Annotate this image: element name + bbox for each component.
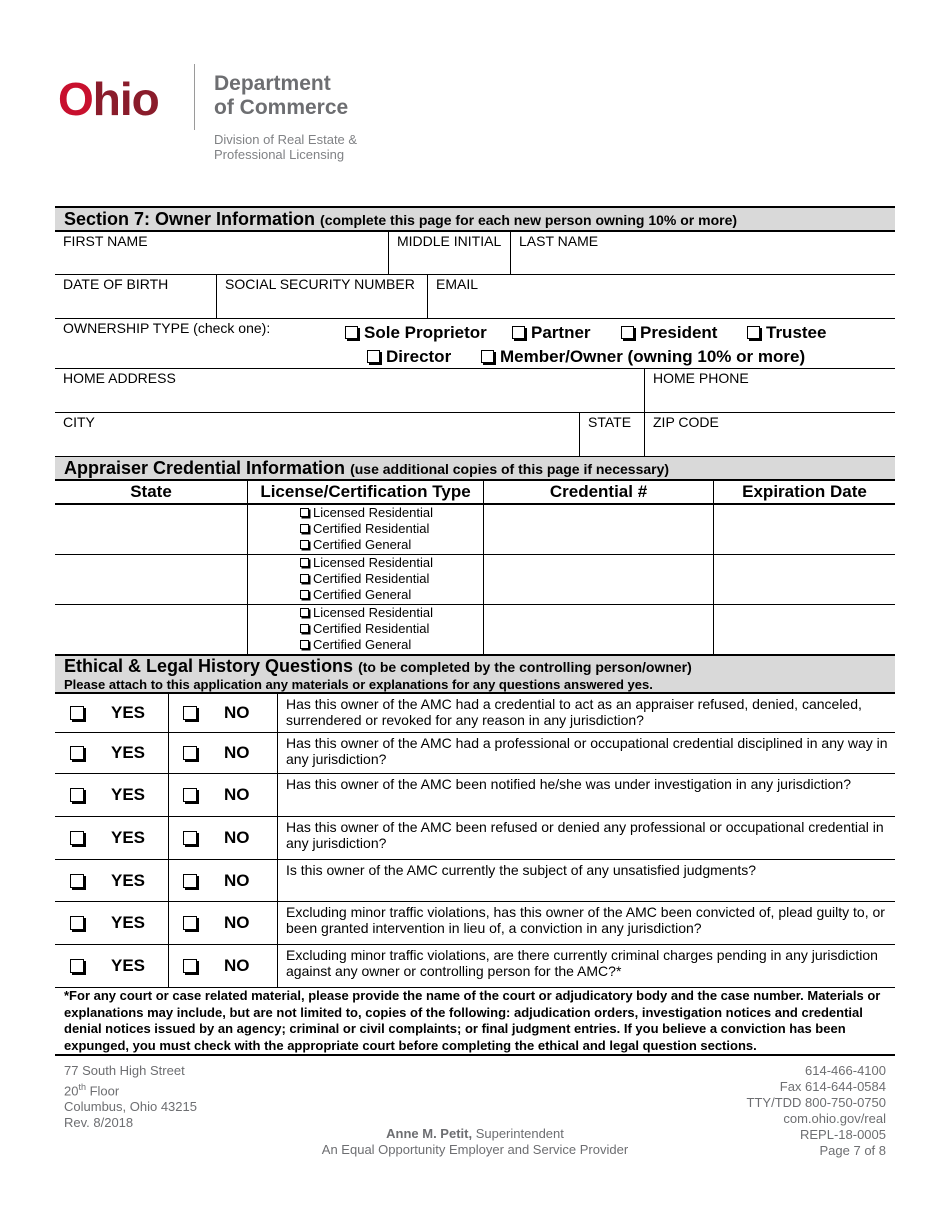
type-licensed-residential[interactable] xyxy=(300,605,433,621)
no-option[interactable] xyxy=(183,860,250,901)
yes-option[interactable] xyxy=(70,902,145,944)
checkbox-icon[interactable] xyxy=(481,350,494,363)
owner-information-form xyxy=(55,206,895,1056)
no-label: NO xyxy=(224,913,250,932)
city-field[interactable] xyxy=(55,413,579,456)
credentials-header xyxy=(55,457,895,481)
checkbox-icon[interactable] xyxy=(183,831,197,845)
ohio-commerce-logo xyxy=(58,64,378,174)
option-label: President xyxy=(640,323,718,342)
col-credential-number: Credential # xyxy=(483,481,713,503)
yes-label: YES xyxy=(111,743,146,762)
no-option[interactable] xyxy=(183,694,250,732)
zip-code-label: ZIP CODE xyxy=(653,414,719,430)
name-row xyxy=(55,232,895,275)
option-label: Sole Proprietor xyxy=(364,323,487,342)
col-state: State xyxy=(130,482,172,501)
checkbox-icon[interactable] xyxy=(70,874,84,888)
yes-option[interactable] xyxy=(70,733,145,773)
division-line2: Professional Licensing xyxy=(214,147,345,162)
cred-type-options xyxy=(292,605,433,653)
checkbox-icon[interactable] xyxy=(512,326,525,339)
question-text: Is this owner of the AMC currently the subject of any unsatisfied judgments? xyxy=(277,860,895,901)
ownership-option-president[interactable] xyxy=(621,323,717,343)
date-of-birth-label: DATE OF BIRTH xyxy=(63,276,169,292)
first-name-field[interactable] xyxy=(55,232,388,274)
type-label: Licensed Residential xyxy=(313,605,433,620)
footer-page-number: Page 7 of 8 xyxy=(819,1143,886,1158)
credential-row-3 xyxy=(55,605,895,654)
cred-expiration-cell[interactable] xyxy=(713,605,895,654)
checkbox-icon[interactable] xyxy=(300,574,309,583)
checkbox-icon[interactable] xyxy=(300,558,309,567)
checkbox-icon[interactable] xyxy=(300,590,309,599)
ethics-question-row xyxy=(55,774,895,817)
checkbox-icon[interactable] xyxy=(345,326,358,339)
cred-type-options xyxy=(292,505,433,553)
ethics-question-row xyxy=(55,817,895,860)
floor-suffix: th xyxy=(78,1082,86,1092)
checkbox-icon[interactable] xyxy=(300,640,309,649)
ownership-option-member-owner[interactable] xyxy=(481,347,805,367)
type-label: Licensed Residential xyxy=(313,505,433,520)
column-divider xyxy=(168,902,169,944)
ownership-option-partner[interactable] xyxy=(512,323,591,343)
cred-state-cell[interactable] xyxy=(55,505,247,554)
yes-option[interactable] xyxy=(70,860,145,901)
no-option[interactable] xyxy=(183,902,250,944)
footer-floor xyxy=(64,1079,197,1099)
type-label: Certified Residential xyxy=(313,621,430,636)
last-name-label: LAST NAME xyxy=(519,233,599,249)
checkbox-icon[interactable] xyxy=(70,746,84,760)
option-label: Trustee xyxy=(766,323,827,342)
equal-opportunity-statement: An Equal Opportunity Employer and Service Provider xyxy=(321,1142,629,1157)
no-option[interactable] xyxy=(183,817,250,859)
no-label: NO xyxy=(224,870,250,890)
checkbox-icon[interactable] xyxy=(300,508,309,517)
footer-street: 77 South High Street xyxy=(64,1063,185,1078)
zip-code-field[interactable] xyxy=(644,413,895,456)
checkbox-icon[interactable] xyxy=(183,788,197,802)
ethics-question-row xyxy=(55,860,895,902)
col-expiration-date: Expiration Date xyxy=(713,481,895,503)
state-field[interactable] xyxy=(579,413,644,456)
type-licensed-residential[interactable] xyxy=(300,555,433,571)
yes-option[interactable] xyxy=(70,774,145,816)
home-address-label: HOME ADDRESS xyxy=(63,370,176,386)
middle-initial-label: MIDDLE INITIAL xyxy=(397,233,502,249)
credential-row-2 xyxy=(55,555,895,605)
footer-superintendent xyxy=(0,1126,950,1158)
no-label: NO xyxy=(224,743,250,762)
footer-tty: TTY/TDD 800-750-0750 xyxy=(746,1095,886,1110)
city-row xyxy=(55,413,895,457)
email-field[interactable] xyxy=(427,275,895,318)
ownership-type-row xyxy=(55,319,895,369)
option-label: Director xyxy=(386,347,452,366)
yes-label: YES xyxy=(111,913,146,932)
cred-state-cell[interactable] xyxy=(55,605,247,654)
footer-address xyxy=(64,1063,197,1131)
question-text: Has this owner of the AMC had a professional or occupational credential disciplined in any way in any jurisdiction? xyxy=(277,733,895,773)
checkbox-icon[interactable] xyxy=(747,326,760,339)
question-text: Excluding minor traffic violations, are there currently criminal charges pending in any jurisdiction against any owner or controlling person for the AMC?* xyxy=(277,945,895,987)
ethics-questions xyxy=(55,694,895,988)
type-label: Certified Residential xyxy=(313,521,430,536)
ethics-question-row xyxy=(55,945,895,988)
option-label: Partner xyxy=(531,323,591,342)
no-option[interactable] xyxy=(183,733,250,773)
floor-number: 20 xyxy=(64,1083,79,1099)
cred-state-cell[interactable] xyxy=(55,555,247,604)
cred-number-cell[interactable] xyxy=(483,605,713,654)
cred-number-cell[interactable] xyxy=(483,555,713,604)
ethics-header xyxy=(55,654,895,694)
dob-row xyxy=(55,275,895,319)
checkbox-icon[interactable] xyxy=(367,350,380,363)
checkbox-icon[interactable] xyxy=(183,916,197,930)
ownership-option-sole-proprietor[interactable] xyxy=(345,323,487,343)
checkbox-icon[interactable] xyxy=(70,959,84,973)
option-label: Member/Owner (owning 10% or more) xyxy=(500,347,806,366)
type-label: Certified General xyxy=(313,637,412,652)
column-divider xyxy=(168,817,169,859)
superintendent-title: Superintendent xyxy=(472,1126,564,1141)
ethics-title: Ethical & Legal History Questions xyxy=(64,656,354,676)
yes-label: YES xyxy=(111,703,146,722)
checkbox-icon[interactable] xyxy=(183,959,197,973)
last-name-field[interactable] xyxy=(510,232,895,274)
checkbox-icon[interactable] xyxy=(183,746,197,760)
department-line2: of Commerce xyxy=(214,96,349,119)
type-label: Certified General xyxy=(313,587,412,602)
question-text: Has this owner of the AMC been refused or denied any professional or occupational credential in any jurisdiction? xyxy=(277,817,895,859)
yes-label: YES xyxy=(111,828,146,847)
ssn-label: SOCIAL SECURITY NUMBER xyxy=(225,276,415,292)
checkbox-icon[interactable] xyxy=(70,788,84,802)
middle-initial-field[interactable] xyxy=(388,232,510,274)
type-certified-residential[interactable] xyxy=(300,571,433,587)
type-label: Certified Residential xyxy=(313,571,430,586)
address-row xyxy=(55,369,895,413)
footer-phone: 614-466-4100 xyxy=(805,1063,886,1078)
credentials-column-headers xyxy=(55,481,895,505)
ownership-option-trustee[interactable] xyxy=(747,323,826,343)
type-certified-general[interactable] xyxy=(300,637,433,653)
question-text: Excluding minor traffic violations, has this owner of the AMC been convicted of, plead guilty to, or been granted intervention in lieu of, a conviction in any jurisdiction? xyxy=(277,902,895,944)
column-divider xyxy=(168,733,169,773)
type-certified-general[interactable] xyxy=(300,537,433,553)
type-certified-general[interactable] xyxy=(300,587,433,603)
ownership-type-label: OWNERSHIP TYPE (check one): xyxy=(63,320,271,336)
question-text: Has this owner of the AMC had a credential to act as an appraiser refused, denied, canceled, surrendered or revoked for any reason in any jurisdiction? xyxy=(277,694,895,732)
division-line1: Division of Real Estate & xyxy=(214,132,358,147)
checkbox-icon[interactable] xyxy=(183,874,197,888)
type-certified-residential[interactable] xyxy=(300,521,433,537)
type-certified-residential[interactable] xyxy=(300,621,433,637)
email-label: EMAIL xyxy=(436,276,479,292)
ethics-question-row xyxy=(55,694,895,733)
department-line1: Department xyxy=(214,72,331,95)
checkbox-icon[interactable] xyxy=(70,916,84,930)
type-label: Licensed Residential xyxy=(313,555,433,570)
yes-label: YES xyxy=(111,785,146,804)
column-divider xyxy=(168,860,169,901)
section7-header xyxy=(55,206,895,232)
home-phone-field[interactable] xyxy=(644,369,895,412)
ethics-footnote: *For any court or case related material, please provide the name of the court or adjudicatory body and the case number. Materials or explanations may include, but are not limited to, copies of the following: adjudication orders, investigation notices and credential denial notices issued by an agency; criminal or civil complaints; or final judgment entries. If you believe a conviction has been expunged, you must check with the appropriate court before completing the ethical and legal question sections. xyxy=(55,988,895,1056)
column-divider xyxy=(168,945,169,987)
no-label: NO xyxy=(224,785,250,804)
checkbox-icon[interactable] xyxy=(300,524,309,533)
yes-option[interactable] xyxy=(70,694,145,732)
column-divider xyxy=(168,694,169,732)
checkbox-icon[interactable] xyxy=(70,831,84,845)
footer-website[interactable]: com.ohio.gov/real xyxy=(783,1111,886,1126)
no-label: NO xyxy=(224,828,250,847)
footer-form-number: REPL-18-0005 xyxy=(800,1127,886,1142)
date-of-birth-field[interactable] xyxy=(55,275,216,318)
ethics-question-row xyxy=(55,902,895,945)
footer-fax: Fax 614-644-0584 xyxy=(779,1079,886,1094)
credential-row-1 xyxy=(55,505,895,555)
no-label: NO xyxy=(224,703,250,722)
ethics-question-row xyxy=(55,733,895,774)
home-address-field[interactable] xyxy=(55,369,644,412)
column-divider xyxy=(168,774,169,816)
floor-word: Floor xyxy=(85,1083,120,1099)
ownership-option-director[interactable] xyxy=(367,347,451,367)
col-license-type: License/Certification Type xyxy=(247,481,483,503)
footer-city: Columbus, Ohio 43215 xyxy=(64,1099,197,1115)
cred-type-options xyxy=(292,555,433,603)
yes-label: YES xyxy=(111,870,146,890)
checkbox-icon[interactable] xyxy=(70,706,84,720)
cred-number-cell[interactable] xyxy=(483,505,713,554)
question-text: Has this owner of the AMC been notified he/she was under investigation in any jurisdiction? xyxy=(277,774,895,816)
yes-option[interactable] xyxy=(70,945,145,987)
first-name-label: FIRST NAME xyxy=(63,233,148,249)
no-option[interactable] xyxy=(183,945,250,987)
credentials-title: Appraiser Credential Information xyxy=(64,458,346,478)
cred-expiration-cell[interactable] xyxy=(713,555,895,604)
home-phone-label: HOME PHONE xyxy=(653,370,749,386)
yes-label: YES xyxy=(111,956,146,975)
checkbox-icon[interactable] xyxy=(300,608,309,617)
ohio-logo-text: Ohio xyxy=(58,73,159,125)
state-label: STATE xyxy=(588,414,632,430)
no-option[interactable] xyxy=(183,774,250,816)
logo-divider xyxy=(194,64,195,130)
ethics-instruction: Please attach to this application any materials or explanations for any questions answered yes. xyxy=(64,677,653,692)
type-label: Certified General xyxy=(313,537,412,552)
ssn-field[interactable] xyxy=(216,275,427,318)
city-label: CITY xyxy=(63,414,95,430)
type-licensed-residential[interactable] xyxy=(300,505,433,521)
section7-subtitle: (complete this page for each new person owning 10% or more) xyxy=(320,212,738,228)
checkbox-icon[interactable] xyxy=(300,540,309,549)
checkbox-icon[interactable] xyxy=(621,326,634,339)
no-label: NO xyxy=(224,956,250,975)
footer-revision: Rev. 8/2018 xyxy=(64,1115,134,1131)
superintendent-name: Anne M. Petit, xyxy=(386,1126,473,1141)
checkbox-icon[interactable] xyxy=(300,624,309,633)
cred-expiration-cell[interactable] xyxy=(713,505,895,554)
credentials-subtitle: (use additional copies of this page if necessary) xyxy=(350,461,670,477)
yes-option[interactable] xyxy=(70,817,145,859)
section7-title: Section 7: Owner Information xyxy=(64,209,316,229)
ethics-subtitle: (to be completed by the controlling person/owner) xyxy=(358,659,692,675)
checkbox-icon[interactable] xyxy=(183,706,197,720)
